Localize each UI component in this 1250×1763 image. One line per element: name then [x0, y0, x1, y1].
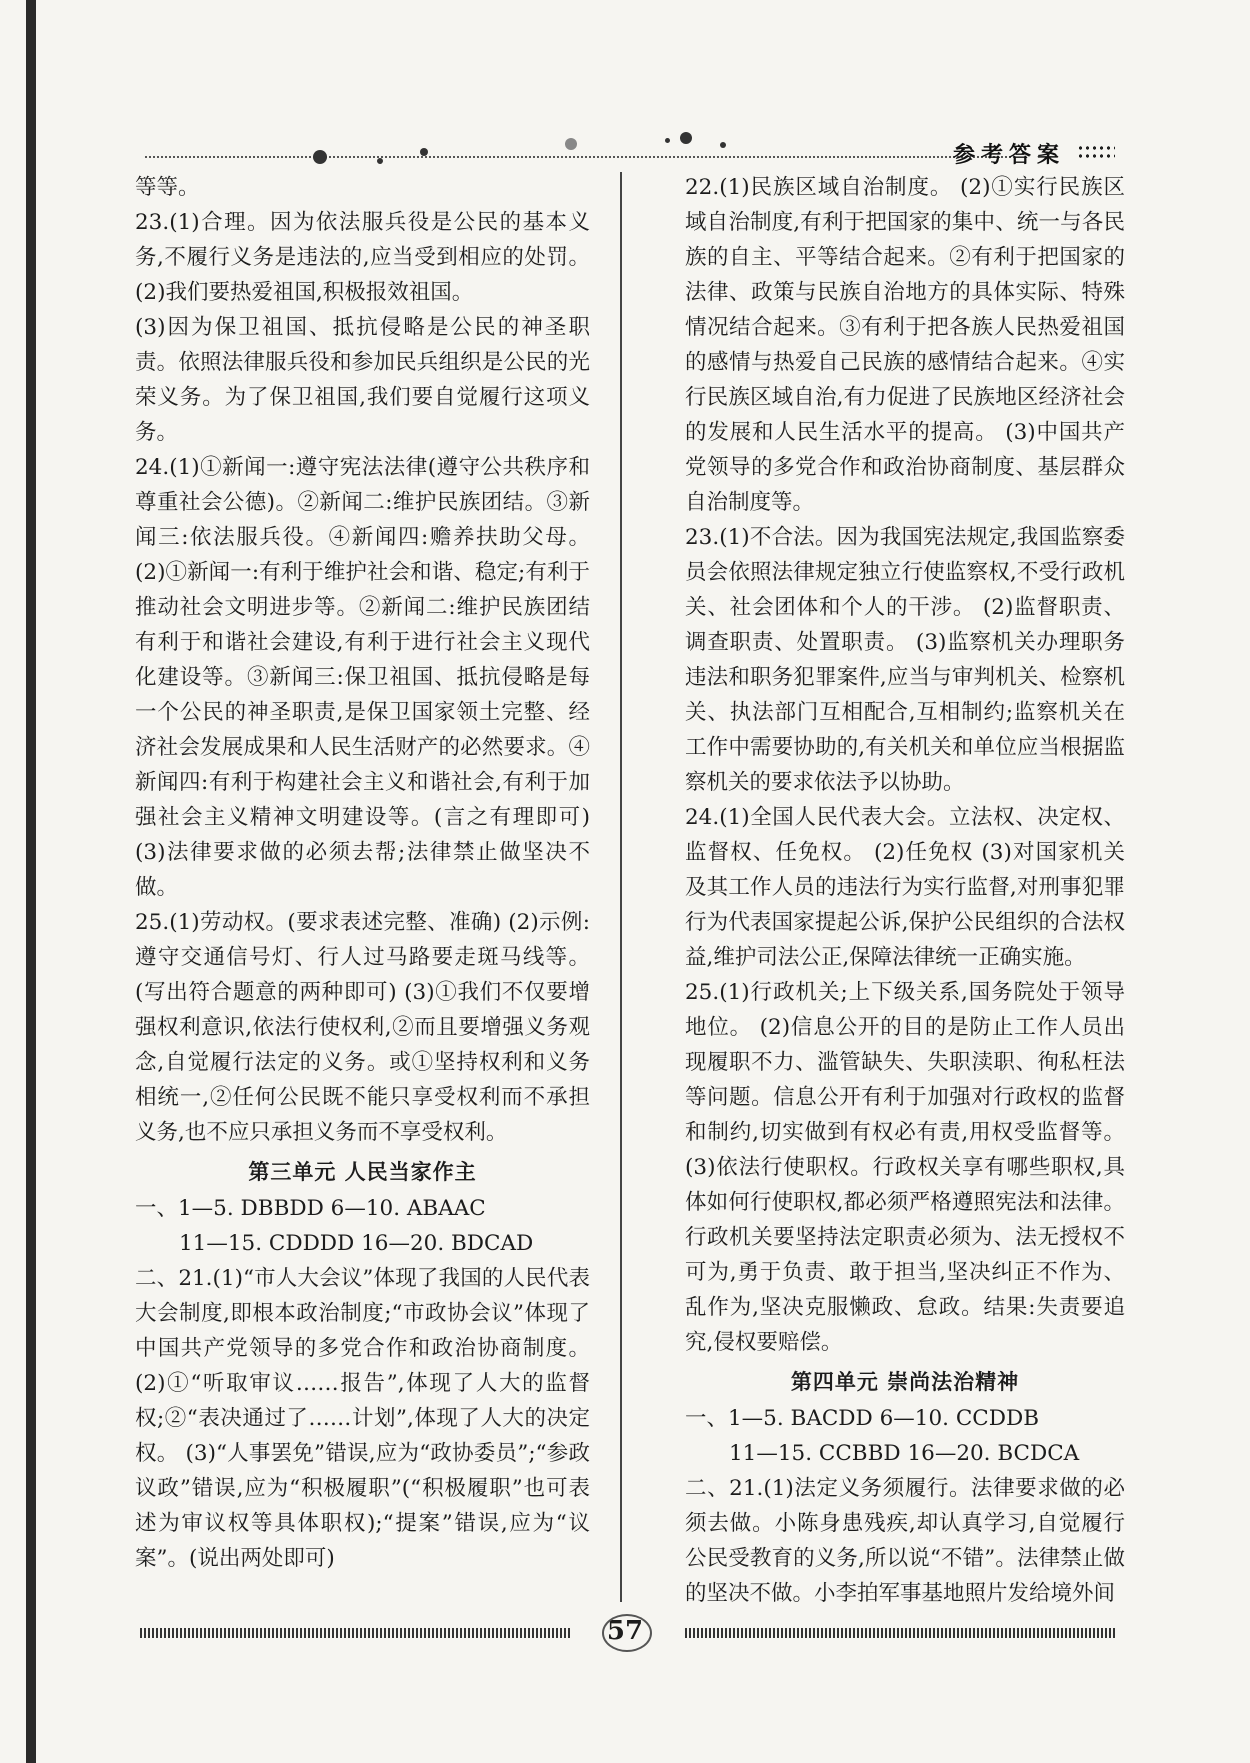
answer-line: 一、1—5. DBBDD 6—10. ABAAC — [135, 1196, 486, 1221]
decor-dot — [565, 138, 577, 150]
page-footer — [140, 1612, 1115, 1652]
decor-dot — [680, 132, 692, 144]
answer-paragraph: 二、21.(1)法定义务须履行。法律要求做的必须去做。小陈身患残疾,却认真学习,自觉履行公民受教育的义务,所以说“不错”。法律禁止做的坚决不做。小李拍军事基地照片发给境外间 — [685, 1476, 1125, 1606]
answer-paragraph: 25.(1)劳动权。(要求表述完整、准确) (2)示例:遵守交通信号灯、行人过马路要走斑马线等。(写出符合题意的两种即可) (3)①我们不仅要增强权利意识,依法行使权利,②而且要增强义务观念,自觉履行法定的义务。或①坚持权利和义务相统一,②任何公民既不能只享受权利而不承担义务,也不应只承担义务而不享受权利。 — [135, 910, 590, 1145]
column-divider — [620, 172, 622, 1602]
answer-line: 一、1—5. BACDD 6—10. CCDDB — [685, 1406, 1039, 1431]
answer-paragraph: 等等。 — [135, 175, 200, 200]
answer-line: 11—15. CDDDD 16—20. BDCAD — [179, 1231, 534, 1256]
answer-paragraph: 22.(1)民族区域自治制度。 (2)①实行民族区域自治制度,有利于把国家的集中、统一与各民族的自主、平等结合起来。②有利于把国家的法律、政策与民族自治地方的具体实际、特殊情况结合起来。③有利于把各族人民热爱祖国的感情与热爱自己民族的感情结合起来。④实行民族区域自治,有力促进了民族地区经济社会的发展和人民生活水平的提高。 (3)中国共产党领导的多党合作和政治协商制度、基层群众自治制度等。 — [685, 175, 1125, 515]
answer-paragraph: 23.(1)不合法。因为我国宪法规定,我国监察委员会依照法律规定独立行使监察权,不受行政机关、社会团体和个人的干涉。 (2)监督职责、调查职责、处置职责。 (3)监察机关办理职务违法和职务犯罪案件,应当与审判机关、检察机关、执法部门互相配合,互相制约;监察机关在工作中需要协助的,有关机关和单位应当根据监察机关的要求依法予以协助。 — [685, 525, 1125, 795]
left-column — [135, 170, 590, 1576]
header-title: 参考答案 — [952, 142, 1065, 168]
answer-paragraph: 24.(1)①新闻一:遵守宪法法律(遵守公共秩序和尊重社会公德)。②新闻二:维护民族团结。③新闻三:依法服兵役。④新闻四:赡养扶助父母。 (2)①新闻一:有利于维护社会和谐、稳定;有利于推动社会文明进步等。②新闻二:维护民族团结有利于和谐社会建设,有利于进行社会主义现代化建设等。③新闻三:保卫祖国、抵抗侵略是每一个公民的神圣职责,是保卫国家领土完整、经济社会发展成果和人民生活财产的必然要求。④新闻四:有利于构建社会主义和谐社会,有利于加强社会主义精神文明建设等。(言之有理即可) (3)法律要求做的必须去帮;法律禁止做坚决不做。 — [135, 455, 590, 900]
right-column — [685, 170, 1125, 1611]
footer-hatch-bar — [685, 1628, 1115, 1638]
decor-dot — [720, 142, 726, 148]
answer-paragraph: 25.(1)行政机关;上下级关系,国务院处于领导地位。 (2)信息公开的目的是防止工作人员出现履职不力、滥管缺失、失职渎职、徇私枉法等问题。信息公开有利于加强对行政权的监督和制约,切实做到有权必有责,用权受监督等。 (3)依法行使职权。行政权关享有哪些职权,具体如何行使职权,都必须严格遵照宪法和法律。行政机关要坚持法定职责必须为、法无授权不可为,勇于负责、敢于担当,坚决纠正不作为、乱作为,坚决克服懒政、怠政。结果:失责要追究,侵权要赔偿。 — [685, 980, 1125, 1355]
footer-hatch-bar — [140, 1628, 570, 1638]
unit-title: 第四单元 崇尚法治精神 — [790, 1369, 1020, 1394]
answer-paragraph: (3)因为保卫祖国、抵抗侵略是公民的神圣职责。依照法律服兵役和参加民兵组织是公民的光荣义务。为了保卫祖国,我们要自觉履行这项义务。 — [135, 315, 590, 445]
scan-edge — [26, 0, 36, 1763]
answer-paragraph: 24.(1)全国人民代表大会。立法权、决定权、监督权、任免权。 (2)任免权 (3)对国家机关及其工作人员的违法行为实行监督,对刑事犯罪行为代表国家提起公诉,保护公民组织的合法权益,维护司法公正,保障法律统一正确实施。 — [685, 805, 1125, 970]
answer-line: 11—15. CCBBD 16—20. BCDCA — [729, 1441, 1080, 1466]
decor-dot — [420, 148, 428, 156]
decor-dot — [665, 138, 670, 143]
decor-dot — [313, 150, 327, 164]
answer-paragraph: 二、21.(1)“市人大会议”体现了我国的人民代表大会制度,即根本政治制度;“市政协会议”体现了中国共产党领导的多党合作和政治协商制度。 (2)①“听取审议……报告”,体现了人大的监督权;②“表决通过了……计划”,体现了人大的决定权。 (3)“人事罢免”错误,应为“政协委员”;“参政议政”错误,应为“积极履职”(“积极履职”也可表述为审议权等具体职权);“提案”错误,应为“议案”。(说出两处即可) — [135, 1266, 590, 1571]
unit-title: 第三单元 人民当家作主 — [248, 1159, 477, 1184]
header-dotted-line — [145, 156, 1015, 158]
decor-dot — [377, 158, 383, 164]
header-grid-icon — [1077, 144, 1115, 160]
page-number: 57 — [590, 1612, 660, 1650]
answer-paragraph: 23.(1)合理。因为依法服兵役是公民的基本义务,不履行义务是违法的,应当受到相应的处罚。 (2)我们要热爱祖国,积极报效祖国。 — [135, 210, 590, 305]
